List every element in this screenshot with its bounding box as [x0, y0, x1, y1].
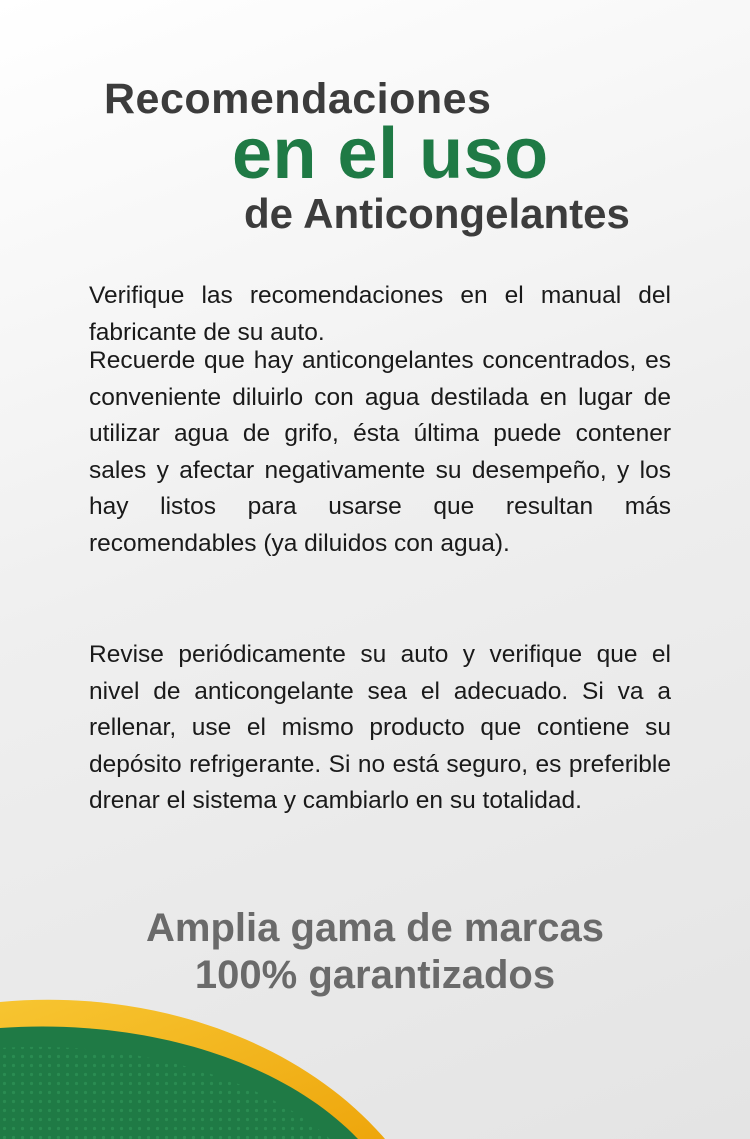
title-recomendaciones: Recomendaciones	[104, 75, 492, 123]
title-en-el-uso: en el uso	[232, 114, 549, 194]
paragraph-verify-manual: Verifique las recomendaciones en el manual del fabricante de su auto.	[89, 282, 671, 346]
paragraph-concentrated-antifreeze: Recuerde que hay anticongelantes concentrados, es conveniente diluirlo con agua destilada en lugar de utilizar agua de grifo, ésta última puede contener sales y afectar negativamente su desempeño, y los hay listos para usarse que resultan más recomendables (ya diluidos con agua).	[89, 347, 671, 557]
paragraph-check-level: Revise periódicamente su auto y verifique que el nivel de anticongelante sea el adecuado. Si va a rellenar, use el mismo producto que contiene su depósito refrigerante. Si no está seguro, es preferible drenar el sistema y cambiarlo en su totalidad.	[89, 641, 671, 814]
title-de-anticongelantes: de Anticongelantes	[244, 190, 630, 237]
decorative-swoosh	[0, 980, 750, 1139]
tagline-guarantee: 100% garantizados	[194, 953, 556, 997]
tagline-brands: Amplia gama de marcas	[146, 906, 604, 950]
